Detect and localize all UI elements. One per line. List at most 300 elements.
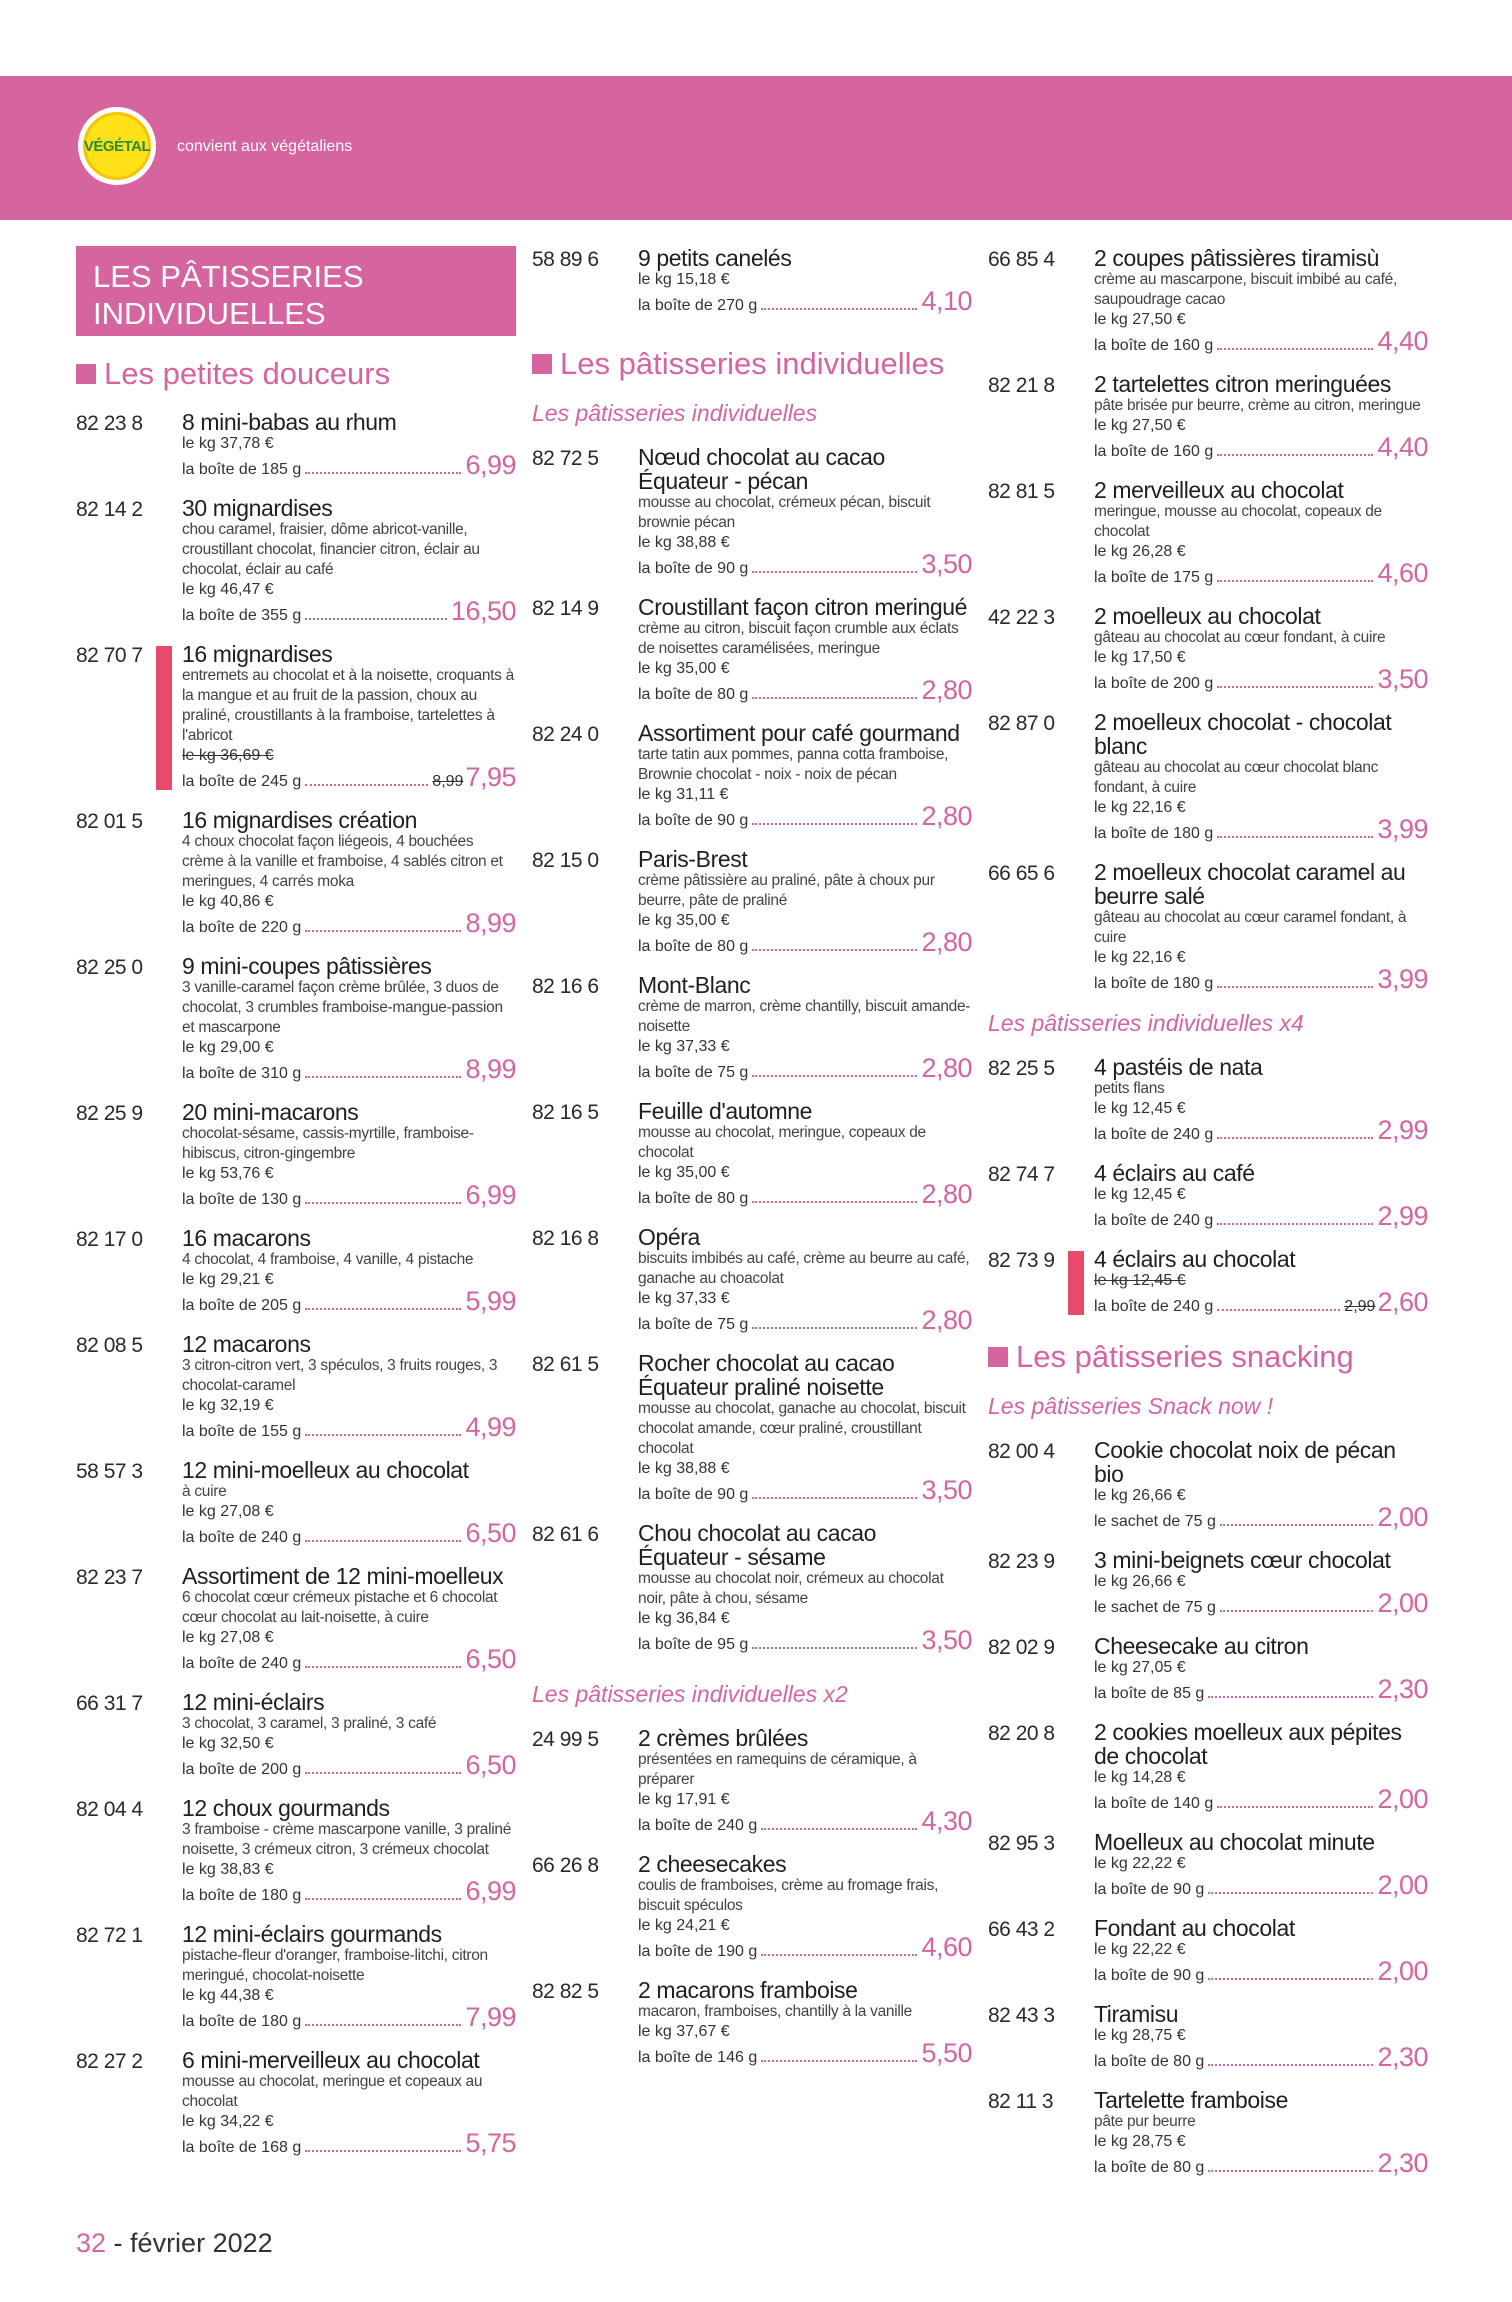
product-body xyxy=(182,642,516,794)
product-ref: 82 16 8 xyxy=(532,1227,599,1250)
product-body xyxy=(1094,1055,1428,1147)
section-square-icon xyxy=(988,1347,1008,1367)
product-price: 2,99 xyxy=(1377,1201,1428,1231)
price-per-kg: le kg 53,76 € xyxy=(182,1165,274,1182)
product-description: mousse au chocolat, meringue et copeaux au chocolat xyxy=(182,2073,483,2110)
product-body xyxy=(1094,2088,1428,2180)
product-body xyxy=(1094,1720,1428,1816)
dotted-leader xyxy=(761,1954,917,1956)
product-name: 16 mignardises xyxy=(182,641,333,667)
dotted-leader xyxy=(1220,1524,1374,1526)
price-row xyxy=(638,2038,972,2070)
product-price: 4,40 xyxy=(1377,432,1428,462)
price-row xyxy=(638,549,972,581)
product-name: 9 mini-coupes pâtissières xyxy=(182,953,432,979)
issue-date: février 2022 xyxy=(130,2228,273,2258)
old-price: 8,99 xyxy=(432,773,464,790)
product-ref: 82 23 8 xyxy=(76,412,143,435)
product-name: 2 tartelettes citron meringuées xyxy=(1094,371,1391,397)
product-description: meringue, mousse au chocolat, copeaux de chocolat xyxy=(1094,503,1382,540)
product-description: 4 chocolat, 4 framboise, 4 vanille, 4 pistache xyxy=(182,1251,474,1268)
dotted-leader xyxy=(1208,2064,1373,2066)
pack-size: la boîte de 80 g xyxy=(638,686,749,703)
price-per-kg: le kg 29,21 € xyxy=(182,1271,274,1288)
product-body xyxy=(638,1852,972,1964)
pack-size: la boîte de 310 g xyxy=(182,1065,302,1082)
product-body xyxy=(638,445,972,581)
product-item xyxy=(532,1099,972,1211)
product-body xyxy=(638,721,972,833)
product-ref: 82 00 4 xyxy=(988,1440,1055,1463)
dotted-leader xyxy=(752,823,917,825)
product-body xyxy=(638,1099,972,1211)
product-description: 3 chocolat, 3 caramel, 3 praliné, 3 café xyxy=(182,1715,437,1732)
dotted-leader xyxy=(1217,1309,1340,1311)
product-ref: 66 85 4 xyxy=(988,248,1055,271)
product-price: 5,75 xyxy=(465,2128,516,2158)
category-banner-line-1: LES PÂTISSERIES xyxy=(93,259,364,294)
pack-size: la boîte de 75 g xyxy=(638,1064,749,1081)
product-body xyxy=(182,496,516,628)
price-per-kg: le kg 22,22 € xyxy=(1094,1855,1186,1872)
price-per-kg: le kg 22,16 € xyxy=(1094,949,1186,966)
pack-size: la boîte de 80 g xyxy=(1094,2159,1205,2176)
dotted-leader xyxy=(1217,836,1373,838)
dotted-leader xyxy=(305,1666,461,1668)
dotted-leader xyxy=(1220,1610,1374,1612)
product-item xyxy=(76,1332,516,1444)
pack-size: la boîte de 205 g xyxy=(182,1297,302,1314)
product-body xyxy=(1094,372,1428,464)
product-description: 3 framboise - crème mascarpone vanille, 3 praliné noisette, 3 crémeux citron, 3 crémeux chocolat xyxy=(182,1821,512,1858)
product-ref: 82 74 7 xyxy=(988,1163,1055,1186)
product-price: 6,99 xyxy=(465,1876,516,1906)
promo-marker xyxy=(156,646,172,790)
product-ref: 82 72 5 xyxy=(532,447,599,470)
dotted-leader xyxy=(752,1327,917,1329)
section-title-snacking xyxy=(988,1339,1428,1375)
pack-size: la boîte de 240 g xyxy=(182,1655,302,1672)
pack-size: la boîte de 80 g xyxy=(638,938,749,955)
price-row xyxy=(1094,1870,1428,1902)
product-item xyxy=(988,1830,1428,1902)
price-row xyxy=(1094,964,1428,996)
product-ref: 82 08 5 xyxy=(76,1334,143,1357)
product-name: 4 éclairs au chocolat xyxy=(1094,1246,1296,1272)
price-per-kg: le kg 34,22 € xyxy=(182,2113,274,2130)
dotted-leader xyxy=(1217,986,1373,988)
dotted-leader xyxy=(1217,348,1373,350)
dotted-leader xyxy=(1217,1223,1373,1225)
product-ref: 82 25 9 xyxy=(76,1102,143,1125)
product-description: coulis de framboises, crème au fromage frais, biscuit spéculos xyxy=(638,1877,939,1914)
product-price: 2,00 xyxy=(1377,1502,1428,1532)
price-per-kg: le kg 37,67 € xyxy=(638,2023,730,2040)
dotted-leader xyxy=(761,2060,917,2062)
dotted-leader xyxy=(1217,1137,1373,1139)
dotted-leader xyxy=(305,1898,461,1900)
product-body xyxy=(1094,2002,1428,2074)
product-price: 2,80 xyxy=(921,1305,972,1335)
pack-size: la boîte de 180 g xyxy=(1094,825,1214,842)
product-price: 2,80 xyxy=(921,801,972,831)
product-ref: 58 57 3 xyxy=(76,1460,143,1483)
price-per-kg: le kg 27,05 € xyxy=(1094,1659,1186,1676)
price-row xyxy=(638,1305,972,1337)
product-list xyxy=(988,1438,1428,2180)
product-name: Assortiment de 12 mini-moelleux xyxy=(182,1563,504,1589)
price-per-kg: le kg 38,88 € xyxy=(638,1460,730,1477)
product-name: 2 macarons framboise xyxy=(638,1977,858,2003)
pack-size: la boîte de 155 g xyxy=(182,1423,302,1440)
product-ref: 82 24 0 xyxy=(532,723,599,746)
product-name: 20 mini-macarons xyxy=(182,1099,359,1125)
price-per-kg: le kg 27,50 € xyxy=(1094,417,1186,434)
product-description: macaron, framboises, chantilly à la vanille xyxy=(638,2003,912,2020)
product-price: 4,40 xyxy=(1377,326,1428,356)
dotted-leader xyxy=(1217,1806,1373,1808)
price-per-kg: le kg 24,21 € xyxy=(638,1917,730,1934)
product-name: Feuille d'automne xyxy=(638,1098,813,1124)
price-row xyxy=(1094,1784,1428,1816)
price-row xyxy=(638,801,972,833)
product-description: tarte tatin aux pommes, panna cotta framboise, Brownie chocolat - noix - noix de pécan xyxy=(638,746,949,783)
product-name: Cheesecake au citron xyxy=(1094,1633,1309,1659)
dotted-leader xyxy=(1217,686,1373,688)
price-per-kg: le kg 37,33 € xyxy=(638,1290,730,1307)
pack-size: la boîte de 85 g xyxy=(1094,1685,1205,1702)
product-description: présentées en ramequins de céramique, à préparer xyxy=(638,1751,917,1788)
dotted-leader xyxy=(1208,2170,1373,2172)
product-body xyxy=(182,808,516,940)
product-list xyxy=(532,445,972,1657)
product-body xyxy=(638,1978,972,2070)
dotted-leader xyxy=(752,1497,917,1499)
product-ref: 82 11 3 xyxy=(988,2090,1054,2113)
price-row xyxy=(1094,1115,1428,1147)
product-item xyxy=(76,1796,516,1908)
sub-title-snack-now: Les pâtisseries Snack now ! xyxy=(988,1393,1274,1419)
product-name: Tiramisu xyxy=(1094,2001,1179,2027)
pack-size: la boîte de 90 g xyxy=(638,812,749,829)
product-description: petits flans xyxy=(1094,1080,1165,1097)
product-item xyxy=(532,445,972,581)
vegetal-badge-icon xyxy=(78,107,156,185)
price-per-kg: le kg 29,00 € xyxy=(182,1039,274,1056)
pack-size: la boîte de 160 g xyxy=(1094,337,1214,354)
pack-size: la boîte de 270 g xyxy=(638,297,758,314)
price-row xyxy=(182,2128,516,2160)
product-item xyxy=(988,604,1428,696)
pack-size: la boîte de 245 g xyxy=(182,773,302,790)
price-per-kg: le kg 35,00 € xyxy=(638,1164,730,1181)
price-per-kg: le kg 44,38 € xyxy=(182,1987,274,2004)
section-square-icon xyxy=(76,364,96,384)
product-body xyxy=(1094,1916,1428,1988)
pack-size: la boîte de 95 g xyxy=(638,1636,749,1653)
product-body xyxy=(1094,1247,1428,1319)
product-description: biscuits imbibés au café, crème au beurre au café, ganache au choacolat xyxy=(638,1250,970,1287)
product-name: 12 mini-éclairs xyxy=(182,1689,325,1715)
product-name: 12 mini-éclairs gourmands xyxy=(182,1921,442,1947)
price-row xyxy=(638,286,972,318)
product-ref: 82 82 5 xyxy=(532,1980,599,2003)
sub-title-individuelles: Les pâtisseries individuelles xyxy=(532,400,818,426)
product-body xyxy=(1094,1161,1428,1233)
pack-size: la boîte de 180 g xyxy=(1094,975,1214,992)
product-item xyxy=(532,973,972,1085)
pack-size: la boîte de 240 g xyxy=(1094,1212,1214,1229)
product-ref: 82 43 3 xyxy=(988,2004,1055,2027)
product-item xyxy=(76,410,516,482)
product-name: Rocher chocolat au cacao Équateur praliné noisette xyxy=(638,1350,895,1400)
product-item xyxy=(532,1351,972,1507)
price-per-kg: le kg 27,50 € xyxy=(1094,311,1186,328)
product-ref: 82 95 3 xyxy=(988,1832,1055,1855)
price-row xyxy=(638,1475,972,1507)
price-per-kg: le kg 27,08 € xyxy=(182,1629,274,1646)
product-item xyxy=(988,1438,1428,1534)
old-price: 2,99 xyxy=(1344,1298,1376,1315)
price-row xyxy=(1094,432,1428,464)
price-row xyxy=(1094,558,1428,590)
product-item xyxy=(76,808,516,940)
price-per-kg: le kg 36,84 € xyxy=(638,1610,730,1627)
product-ref: 82 17 0 xyxy=(76,1228,143,1251)
product-name: 4 pastéis de nata xyxy=(1094,1054,1263,1080)
dotted-leader xyxy=(1208,1978,1373,1980)
product-name: 9 petits canelés xyxy=(638,245,792,271)
product-ref: 82 23 9 xyxy=(988,1550,1055,1573)
product-description: gâteau au chocolat au cœur chocolat blanc fondant, à cuire xyxy=(1094,759,1379,796)
product-list xyxy=(532,1726,972,2070)
product-description: crème pâtissière au praliné, pâte à choux pur beurre, pâte de praliné xyxy=(638,872,935,909)
product-item xyxy=(532,1521,972,1657)
product-price: 6,50 xyxy=(465,1644,516,1674)
product-price: 7,99 xyxy=(465,2002,516,2032)
price-row xyxy=(182,1180,516,1212)
price-row xyxy=(182,1644,516,1676)
price-per-kg: le kg 38,88 € xyxy=(638,534,730,551)
price-row xyxy=(182,1750,516,1782)
product-name: 6 mini-merveilleux au chocolat xyxy=(182,2047,480,2073)
product-body xyxy=(182,1100,516,1212)
product-body xyxy=(638,1521,972,1657)
price-row xyxy=(638,1179,972,1211)
price-per-kg: le kg 32,19 € xyxy=(182,1397,274,1414)
product-description: chou caramel, fraisier, dôme abricot-vanille, croustillant chocolat, financier citron, éclair au chocolat, éclair au café xyxy=(182,521,480,578)
pack-size: la boîte de 75 g xyxy=(638,1316,749,1333)
product-body xyxy=(638,973,972,1085)
pack-size: la boîte de 240 g xyxy=(1094,1298,1214,1315)
product-item xyxy=(532,847,972,959)
price-row xyxy=(638,1625,972,1657)
product-name: Opéra xyxy=(638,1224,700,1250)
price-row xyxy=(1094,664,1428,696)
pack-size: la boîte de 180 g xyxy=(182,1887,302,1904)
pack-size: la boîte de 80 g xyxy=(638,1190,749,1207)
price-per-kg: le kg 17,91 € xyxy=(638,1791,730,1808)
product-price: 2,80 xyxy=(921,1053,972,1083)
product-description: 4 choux chocolat façon liégeois, 4 bouchées crème à la vanille et framboise, 4 sablés citron et meringues, 4 carrés moka xyxy=(182,833,503,890)
product-description: pistache-fleur d'oranger, framboise-litchi, citron meringué, chocolat-noisette xyxy=(182,1947,488,1984)
price-per-kg: le kg 12,45 € xyxy=(1094,1272,1186,1289)
product-ref: 82 04 4 xyxy=(76,1798,143,1821)
product-name: Assortiment pour café gourmand xyxy=(638,720,960,746)
pack-size: la boîte de 90 g xyxy=(638,560,749,577)
product-price: 5,99 xyxy=(465,1286,516,1316)
pack-size: la boîte de 355 g xyxy=(182,607,302,624)
dotted-leader xyxy=(752,949,917,951)
pack-size: le sachet de 75 g xyxy=(1094,1513,1216,1530)
pack-size: la boîte de 220 g xyxy=(182,919,302,936)
product-description: entremets au chocolat et à la noisette, croquants à la mangue et au fruit de la passion, choux au praliné, croustillants à la framboise, tartelettes à l'abricot xyxy=(182,667,514,744)
price-row xyxy=(638,675,972,707)
product-body xyxy=(638,1351,972,1507)
product-ref: 66 26 8 xyxy=(532,1854,599,1877)
column-3 xyxy=(988,246,1428,2194)
price-row xyxy=(1094,326,1428,358)
price-per-kg: le kg 15,18 € xyxy=(638,271,730,288)
product-item xyxy=(988,860,1428,996)
price-row xyxy=(1094,2148,1428,2180)
dotted-leader xyxy=(305,1308,461,1310)
dotted-leader xyxy=(305,472,461,474)
product-price: 3,50 xyxy=(1377,664,1428,694)
product-price: 16,50 xyxy=(450,596,516,626)
product-description: gâteau au chocolat au cœur fondant, à cuire xyxy=(1094,629,1386,646)
price-per-kg: le kg 40,86 € xyxy=(182,893,274,910)
price-per-kg: le kg 28,75 € xyxy=(1094,2133,1186,2150)
product-item xyxy=(988,1161,1428,1233)
price-per-kg: le kg 26,66 € xyxy=(1094,1487,1186,1504)
section-title-petites-douceurs xyxy=(76,356,516,392)
product-description: 3 citron-citron vert, 3 spéculos, 3 fruits rouges, 3 chocolat-caramel xyxy=(182,1357,498,1394)
product-item xyxy=(532,1852,972,1964)
product-list xyxy=(988,1055,1428,1319)
pack-size: la boîte de 140 g xyxy=(1094,1795,1214,1812)
product-price: 6,99 xyxy=(465,450,516,480)
product-name: Fondant au chocolat xyxy=(1094,1915,1295,1941)
product-ref: 82 61 6 xyxy=(532,1523,599,1546)
product-ref: 82 70 7 xyxy=(76,644,143,667)
product-ref: 66 65 6 xyxy=(988,862,1055,885)
category-banner-line-2: INDIVIDUELLES xyxy=(93,296,326,331)
product-ref: 82 25 5 xyxy=(988,1057,1055,1080)
dotted-leader xyxy=(752,697,917,699)
product-name: 16 mignardises création xyxy=(182,807,417,833)
product-ref: 58 89 6 xyxy=(532,248,599,271)
product-body xyxy=(1094,1438,1428,1534)
price-per-kg: le kg 37,78 € xyxy=(182,435,274,452)
product-item xyxy=(988,1247,1428,1319)
product-name: 2 crèmes brûlées xyxy=(638,1725,809,1751)
price-per-kg: le kg 37,33 € xyxy=(638,1038,730,1055)
pack-size: la boîte de 240 g xyxy=(182,1529,302,1546)
product-item xyxy=(988,1548,1428,1620)
product-description: crème au mascarpone, biscuit imbibé au café, saupoudrage cacao xyxy=(1094,271,1397,308)
dotted-leader xyxy=(305,1076,461,1078)
product-body xyxy=(182,410,516,482)
price-row xyxy=(182,1518,516,1550)
footer-separator: - xyxy=(106,2228,131,2258)
product-name: Cookie chocolat noix de pécan bio xyxy=(1094,1437,1396,1487)
price-per-kg: le kg 31,11 € xyxy=(638,786,729,803)
vegetal-caption: convient aux végétaliens xyxy=(177,138,353,155)
product-name: 30 mignardises xyxy=(182,495,333,521)
product-item xyxy=(76,2048,516,2160)
product-name: Croustillant façon citron meringué xyxy=(638,594,968,620)
product-item xyxy=(532,1225,972,1337)
product-price: 2,00 xyxy=(1377,1956,1428,1986)
dotted-leader xyxy=(305,2150,461,2152)
product-price: 2,00 xyxy=(1377,1588,1428,1618)
price-row xyxy=(1094,1956,1428,1988)
product-description: 6 chocolat cœur crémeux pistache et 6 chocolat cœur chocolat au lait-noisette, à cuire xyxy=(182,1589,498,1626)
product-name: 2 moelleux chocolat caramel au beurre salé xyxy=(1094,859,1406,909)
dotted-leader xyxy=(305,1202,461,1204)
product-body xyxy=(1094,478,1428,590)
dotted-leader xyxy=(1217,454,1373,456)
dotted-leader xyxy=(1208,1696,1373,1698)
product-name: 16 macarons xyxy=(182,1225,311,1251)
pack-size: le sachet de 75 g xyxy=(1094,1599,1216,1616)
product-name: Moelleux au chocolat minute xyxy=(1094,1829,1375,1855)
dotted-leader xyxy=(761,1828,917,1830)
category-banner xyxy=(76,246,516,336)
pack-size: la boîte de 168 g xyxy=(182,2139,302,2156)
price-per-kg: le kg 38,83 € xyxy=(182,1861,274,1878)
pack-size: la boîte de 190 g xyxy=(638,1943,758,1960)
product-price: 2,60 xyxy=(1377,1287,1428,1317)
product-item xyxy=(988,710,1428,846)
pack-size: la boîte de 175 g xyxy=(1094,569,1214,586)
pack-size: la boîte de 200 g xyxy=(1094,675,1214,692)
product-item xyxy=(988,1916,1428,1988)
product-ref: 82 87 0 xyxy=(988,712,1055,735)
promo-marker xyxy=(1068,1251,1084,1315)
dotted-leader xyxy=(752,1201,917,1203)
sub-title-individuelles-x4: Les pâtisseries individuelles x4 xyxy=(988,1010,1304,1036)
price-row xyxy=(1094,1588,1428,1620)
product-ref: 82 81 5 xyxy=(988,480,1055,503)
product-price: 8,99 xyxy=(465,1054,516,1084)
price-per-kg: le kg 28,75 € xyxy=(1094,2027,1186,2044)
product-ref: 42 22 3 xyxy=(988,606,1055,629)
product-price: 2,30 xyxy=(1377,2042,1428,2072)
product-price: 6,50 xyxy=(465,1750,516,1780)
dotted-leader xyxy=(305,2024,461,2026)
product-name: 2 moelleux au chocolat xyxy=(1094,603,1321,629)
product-price: 2,80 xyxy=(921,675,972,705)
pack-size: la boîte de 90 g xyxy=(1094,1881,1205,1898)
sub-title-individuelles-x2: Les pâtisseries individuelles x2 xyxy=(532,1681,848,1707)
dotted-leader xyxy=(752,571,917,573)
product-price: 2,30 xyxy=(1377,1674,1428,1704)
column-1 xyxy=(76,246,516,2174)
product-ref: 82 73 9 xyxy=(988,1249,1055,1272)
product-ref: 82 15 0 xyxy=(532,849,599,872)
product-name: Mont-Blanc xyxy=(638,972,751,998)
product-body xyxy=(1094,1830,1428,1902)
dotted-leader xyxy=(305,1540,461,1542)
section-square-icon xyxy=(532,354,552,374)
product-list xyxy=(988,246,1428,996)
price-row xyxy=(182,1412,516,1444)
product-price: 4,10 xyxy=(921,286,972,316)
product-body xyxy=(1094,710,1428,846)
product-description: mousse au chocolat, meringue, copeaux de chocolat xyxy=(638,1124,926,1161)
